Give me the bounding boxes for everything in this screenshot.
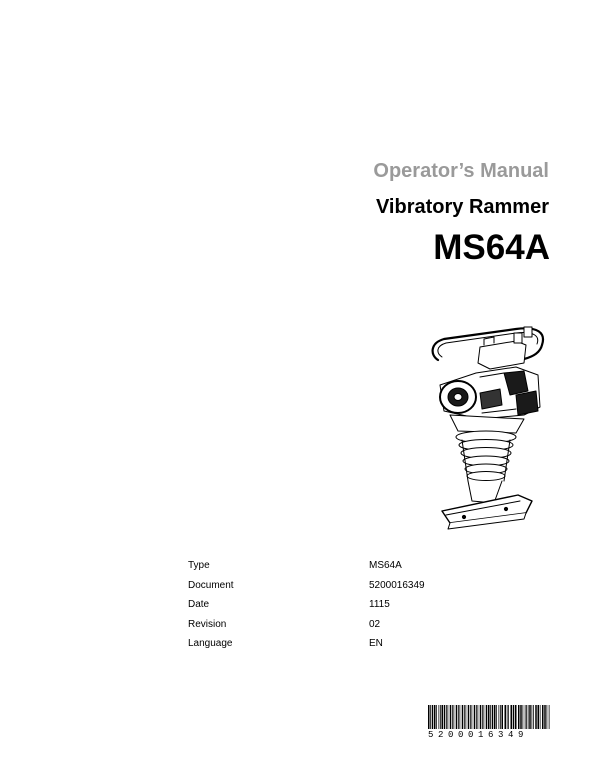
meta-label-language: Language [188,638,233,650]
barcode-bar [499,705,500,729]
barcode-bar [529,705,531,729]
barcode-bar [436,705,437,729]
barcode-bar [547,705,548,729]
barcode-bar [444,705,446,729]
barcode-bar [484,705,485,729]
barcode-bar [523,705,524,729]
barcode-bar [482,705,483,729]
meta-value-revision: 02 [369,618,381,630]
barcode-bar [468,705,470,729]
barcode-bar [542,705,544,729]
barcode-bar [454,705,455,729]
barcode-bar [526,705,527,729]
barcode-bar [442,705,444,729]
barcode-digits: 5200016349 [428,730,529,740]
barcode-bar [480,705,482,729]
barcode-bar [535,705,537,729]
barcode-bar [462,705,464,729]
barcode-bar [452,705,453,729]
barcode-bar [448,705,449,729]
barcode-bar [549,705,550,729]
barcode-bar [434,705,436,729]
barcode-bar [478,705,479,729]
barcode-bar [505,705,507,729]
barcode-bar [472,705,473,729]
barcode-bar [492,705,494,729]
barcode-bar [490,705,491,729]
barcode-bar [488,705,490,729]
barcode-bar [474,705,476,729]
barcode-bar [544,705,546,729]
barcode-bar [446,705,447,729]
barcode-bar [470,705,471,729]
barcode-bar [525,705,526,729]
meta-label-type: Type [188,560,210,571]
barcode-bar [430,705,431,729]
barcode-bar [432,705,434,729]
barcode-bar [511,705,513,729]
barcode-bar [515,705,517,729]
barcode-bar [456,705,458,729]
meta-label-revision: Revision [188,618,227,630]
barcode-bar [460,705,461,729]
meta-value-document: 5200016349 [369,579,425,591]
vibratory-rammer-illustration [420,315,560,530]
barcode [428,705,550,729]
meta-label-date: Date [188,599,210,611]
barcode-bar [507,705,508,729]
barcode-bar [450,705,452,729]
barcode-bar [486,705,488,729]
manual-type-subtitle: Operator’s Manual [373,160,549,182]
barcode-bar [496,705,497,729]
barcode-bar [464,705,465,729]
barcode-bar [458,705,459,729]
barcode-bar [508,705,509,729]
product-title: Vibratory Rammer [375,196,549,218]
model-heading: MS64A [433,228,550,267]
barcode-bar [532,705,533,729]
barcode-bar [440,705,441,729]
barcode-bar [540,705,541,729]
barcode-bar [494,705,496,729]
barcode-bar [533,705,534,729]
meta-value-language: EN [369,638,383,650]
barcode-bar [476,705,477,729]
meta-value-date: 1115 [369,599,390,611]
meta-label-document: Document [188,579,234,591]
barcode-bar [500,705,501,729]
meta-value-type: MS64A [369,560,402,571]
barcode-bar [513,705,515,729]
barcode-bar [520,705,522,729]
barcode-bar [439,705,440,729]
barcode-bar [518,705,520,729]
barcode-bar [538,705,540,729]
barcode-bar [502,705,504,729]
barcode-bar [528,705,529,729]
barcode-bar [466,705,467,729]
barcode-bar [428,705,430,729]
